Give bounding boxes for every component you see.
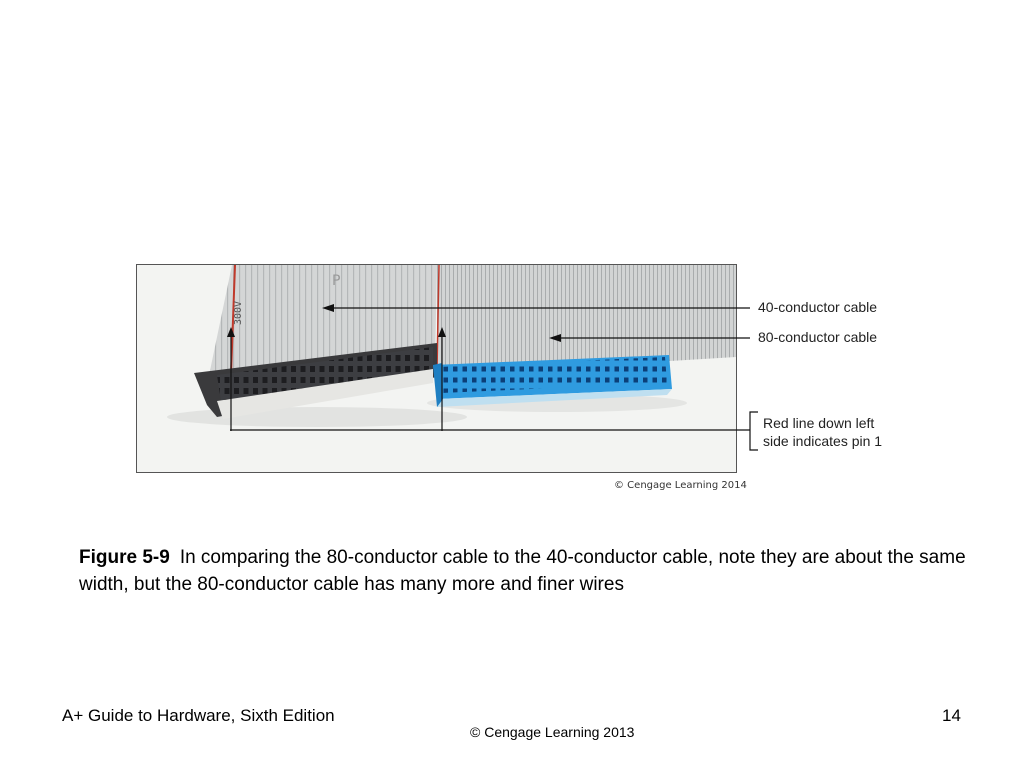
- callout-80-conductor: 80-conductor cable: [758, 329, 878, 345]
- photo-credit: © Cengage Learning 2014: [614, 480, 747, 491]
- caption-text: In comparing the 80-conductor cable to the 40-conductor cable, note they are about the same width, but the 80-conductor cable has many more and finer wires: [79, 547, 966, 595]
- callout-40-conductor: 40-conductor cable: [758, 299, 878, 315]
- callout-red-line-2: side indicates pin 1: [763, 433, 883, 449]
- cable-print-voltage: 300V: [233, 300, 244, 325]
- page-number: 14: [942, 706, 961, 725]
- book-title: A+ Guide to Hardware, Sixth Edition: [62, 706, 335, 725]
- cable-print-mark: P: [332, 273, 341, 289]
- figure-caption: [79, 544, 989, 598]
- callout-red-line-1: Red line down left: [763, 415, 875, 431]
- figure-number: Figure 5-9: [79, 547, 170, 568]
- copyright: © Cengage Learning 2013: [470, 724, 635, 740]
